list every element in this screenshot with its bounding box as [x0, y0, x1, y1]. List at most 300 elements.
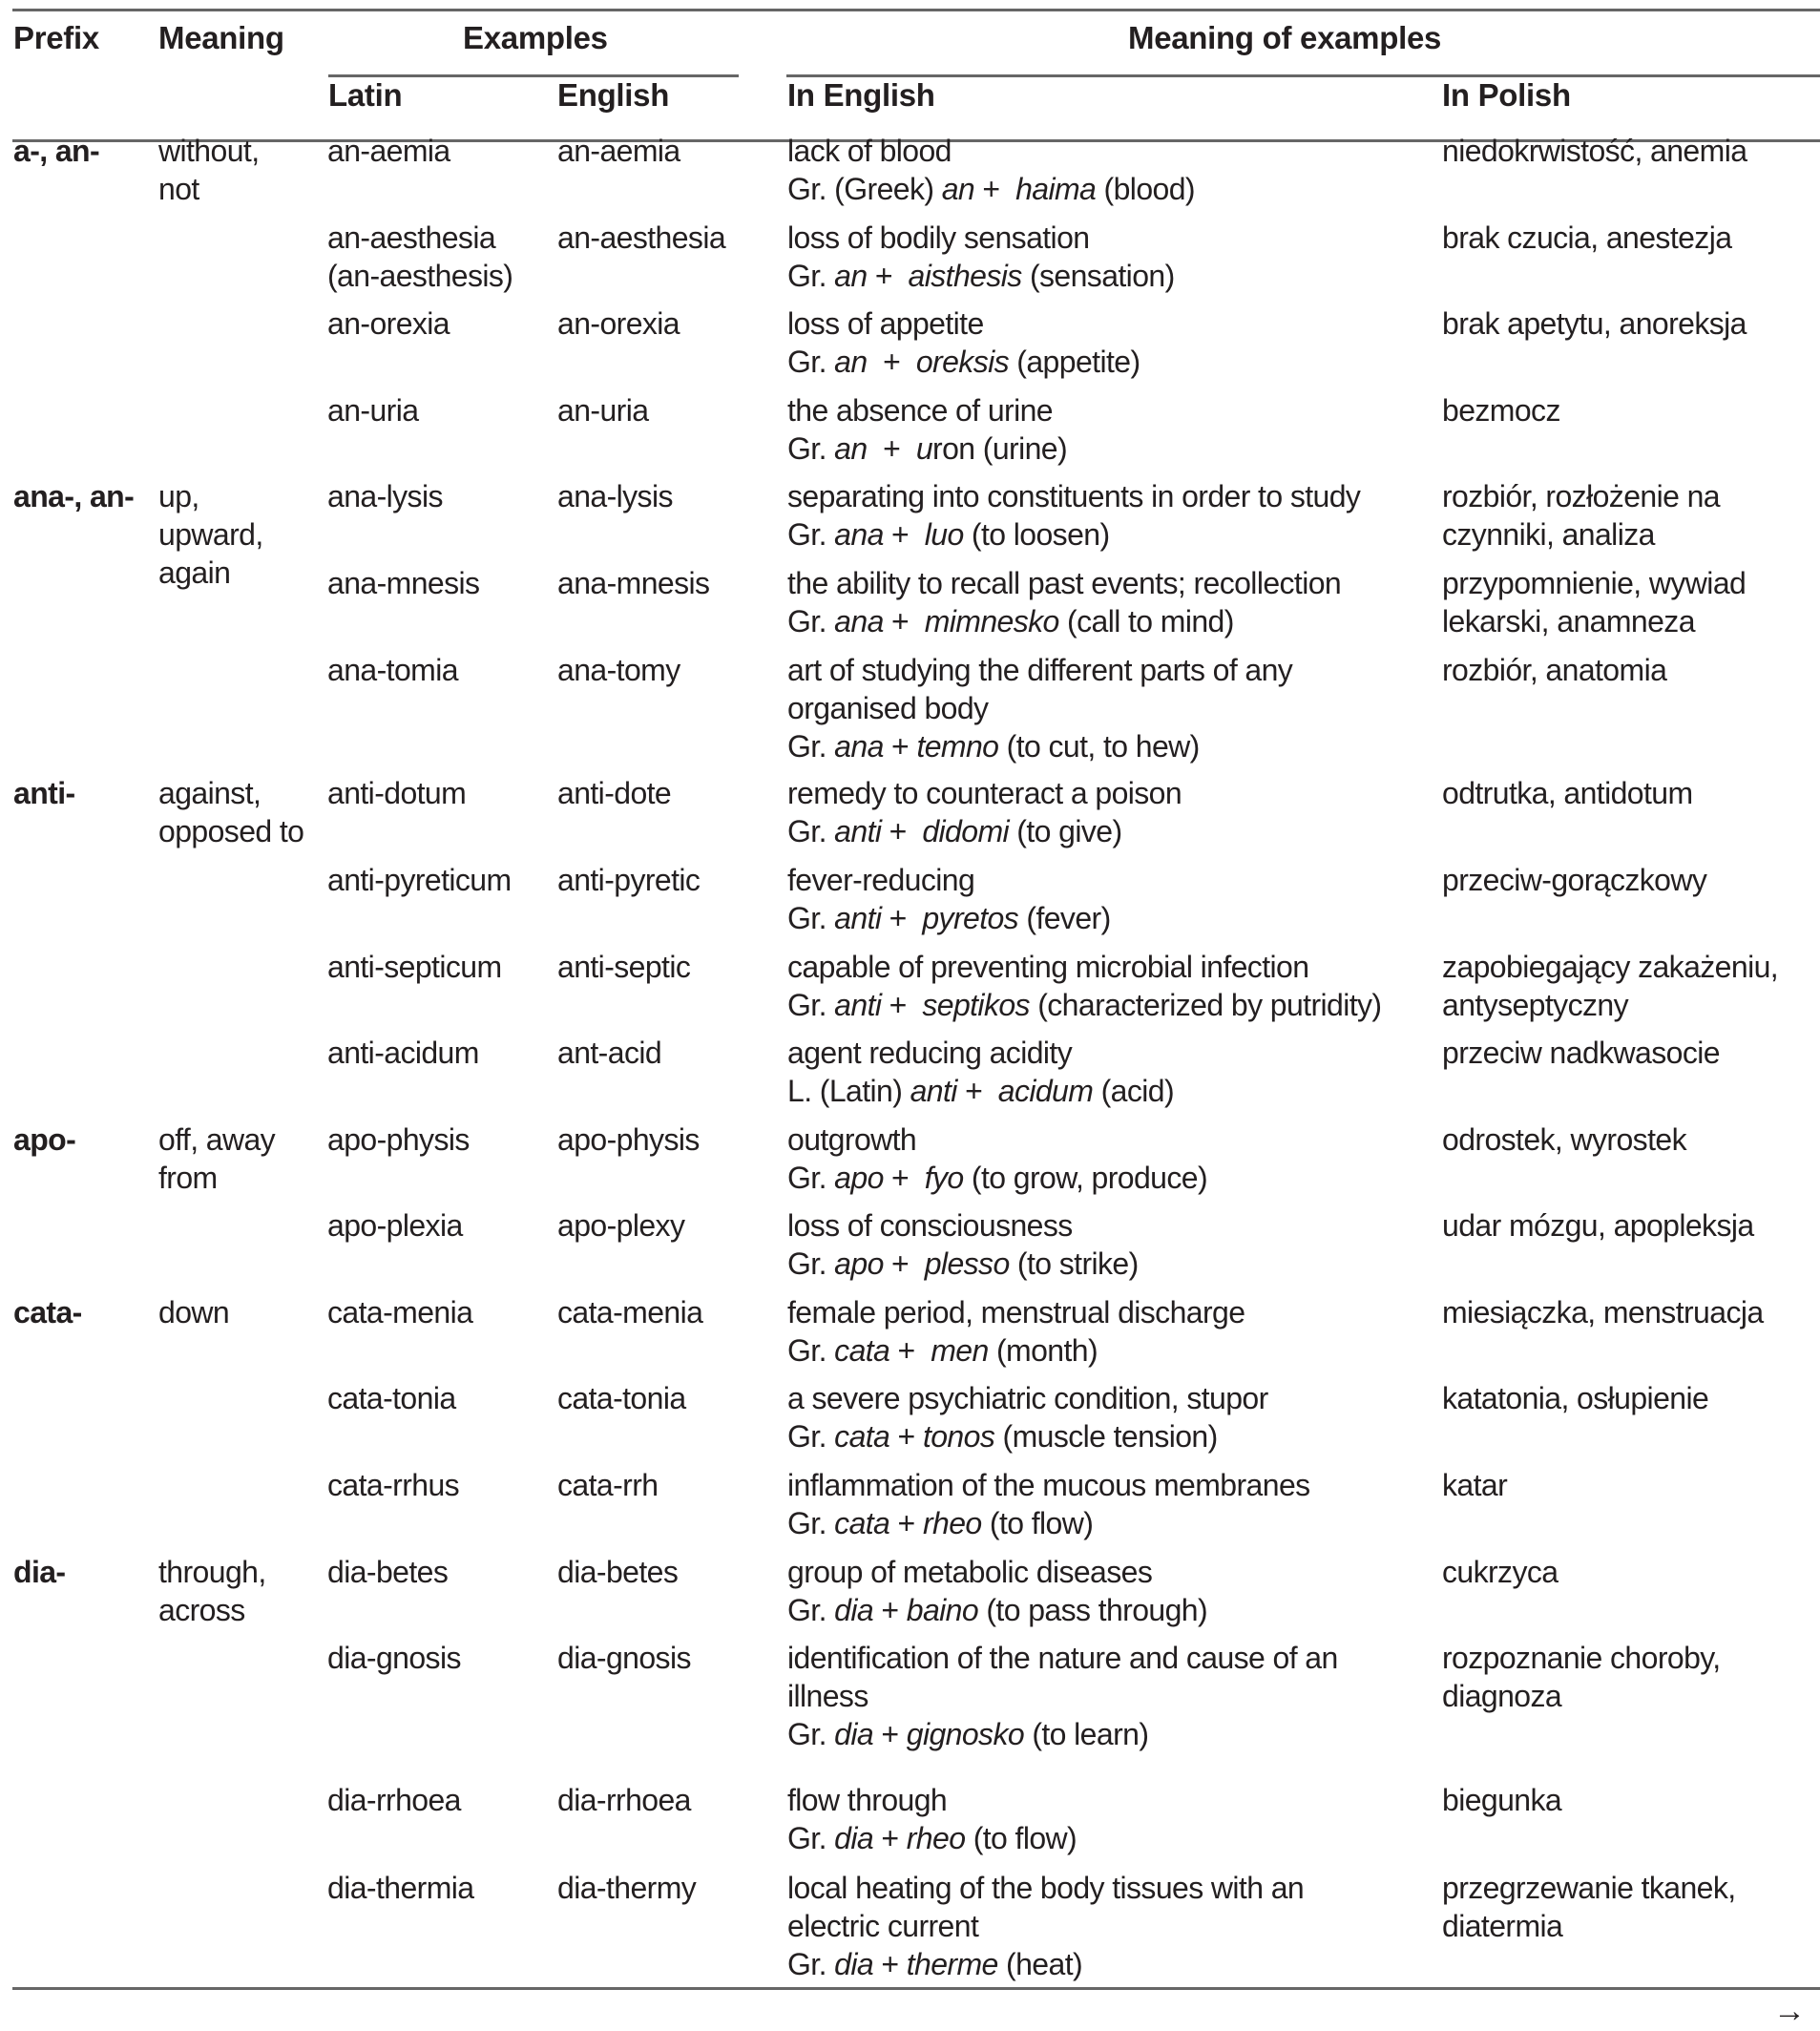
etymology-line	[787, 170, 1195, 208]
etymology-root-a: ana	[834, 517, 884, 552]
polish-line: rozpoznanie choroby,	[1442, 1641, 1721, 1675]
etymology-plus: +	[956, 1074, 998, 1108]
definition-cell	[787, 861, 1111, 937]
definition-cell	[787, 564, 1341, 640]
header-in-polish: In Polish	[1442, 77, 1571, 113]
meaning-line: against,	[158, 776, 261, 810]
etymology-root-a: cata	[834, 1506, 890, 1540]
definition-line: local heating of the body tissues with an	[787, 1871, 1305, 1905]
definition-line: outgrowth	[787, 1122, 917, 1157]
polish-line: niedokrwistość, anemia	[1442, 134, 1747, 168]
etymology-source: Gr.	[787, 259, 835, 293]
etymology-root-b: gignosko	[906, 1717, 1025, 1751]
etymology-plus: +	[974, 172, 1016, 206]
polish-line: rozbiór, rozłożenie na	[1442, 479, 1720, 513]
etymology-line	[787, 1945, 1304, 1983]
english-cell: cata-rrh	[557, 1468, 659, 1502]
etymology-plus: +	[873, 1717, 907, 1751]
etymology-plus: +	[881, 988, 923, 1022]
definition-line: flow through	[787, 1783, 948, 1817]
prefix-cell: ana-, an-	[13, 479, 135, 513]
definition-cell	[787, 1466, 1310, 1542]
latin-line: ana-tomia	[327, 653, 458, 687]
etymology-root-a: anti	[834, 814, 882, 848]
latin-cell	[327, 1120, 470, 1159]
polish-line: przypomnienie, wywiad	[1442, 566, 1747, 600]
header-english: English	[557, 77, 670, 113]
definition-line: separating into constituents in order to study	[787, 479, 1361, 513]
polish-cell	[1442, 861, 1706, 899]
polish-line: przegrzewanie tkanek,	[1442, 1871, 1736, 1905]
etymology-root-b: men	[931, 1333, 989, 1368]
etymology-plus: +	[867, 431, 916, 466]
definition-line: agent reducing acidity	[787, 1036, 1073, 1070]
polish-cell	[1442, 1553, 1558, 1591]
latin-line: (an-aesthesis)	[327, 259, 513, 293]
definition-line: loss of appetite	[787, 306, 984, 341]
english-cell: anti-pyretic	[557, 863, 701, 897]
meaning-of-examples-group-rule	[786, 74, 1820, 77]
etymology-root-a: apo	[834, 1161, 884, 1195]
etymology-source: Gr.	[787, 431, 835, 466]
etymology-source: Gr.	[787, 1506, 835, 1540]
etymology-line	[787, 1591, 1207, 1629]
etymology-line	[787, 1159, 1207, 1197]
etymology-root-a: ana	[834, 729, 884, 764]
header-examples: Examples	[463, 20, 608, 55]
latin-cell	[327, 219, 513, 295]
polish-line: bezmocz	[1442, 393, 1560, 428]
polish-line: brak czucia, anestezja	[1442, 220, 1732, 255]
polish-line: przeciw nadkwasocie	[1442, 1036, 1720, 1070]
etymology-root-b: acidum	[997, 1074, 1094, 1108]
etymology-line	[787, 429, 1067, 468]
definition-line: art of studying the different parts of any	[787, 653, 1293, 687]
meaning-line: up,	[158, 479, 199, 513]
polish-cell	[1442, 1639, 1721, 1715]
etymology-plus: +	[889, 1506, 923, 1540]
etymology-line	[787, 1417, 1268, 1455]
top-rule	[12, 9, 1820, 11]
etymology-gloss: (sensation)	[1021, 259, 1175, 293]
latin-line: cata-rrhus	[327, 1468, 460, 1502]
etymology-root-b: didomi	[922, 814, 1010, 848]
prefix-cell: a-, an-	[13, 134, 100, 168]
etymology-gloss: (acid)	[1093, 1074, 1175, 1108]
english-cell: cata-menia	[557, 1295, 703, 1330]
polish-cell	[1442, 774, 1693, 812]
polish-line: katar	[1442, 1468, 1508, 1502]
meaning-line: off, away	[158, 1122, 276, 1157]
etymology-line	[787, 257, 1175, 295]
meaning-line: from	[158, 1161, 218, 1195]
latin-cell	[327, 477, 443, 515]
etymology-line	[787, 1819, 1077, 1857]
polish-line: lekarski, anamneza	[1442, 604, 1695, 639]
etymology-root-b: baino	[906, 1593, 979, 1627]
etymology-source: Gr.	[787, 814, 835, 848]
etymology-plus: +	[883, 1246, 925, 1281]
polish-cell	[1442, 1379, 1708, 1417]
definition-cell	[787, 1639, 1338, 1753]
etymology-plus: +	[873, 1821, 907, 1855]
meaning-line: without,	[158, 134, 260, 168]
polish-line: cukrzyca	[1442, 1555, 1559, 1589]
polish-cell	[1442, 1466, 1507, 1504]
latin-line: an-aesthesia	[327, 220, 496, 255]
latin-cell	[327, 564, 479, 602]
latin-line: cata-menia	[327, 1295, 473, 1330]
etymology-gloss: (to strike)	[1009, 1246, 1139, 1281]
latin-cell	[327, 1781, 461, 1819]
etymology-line	[787, 1072, 1174, 1110]
meaning-cell	[158, 1553, 266, 1629]
etymology-gloss: (to flow)	[981, 1506, 1094, 1540]
etymology-gloss: (heat)	[997, 1947, 1083, 1981]
latin-cell	[327, 774, 466, 812]
latin-line: apo-physis	[327, 1122, 470, 1157]
etymology-root-b: haima	[1015, 172, 1097, 206]
header-meaning: Meaning	[158, 20, 284, 55]
polish-line: zapobiegający zakażeniu,	[1442, 950, 1779, 984]
etymology-gloss: (month)	[988, 1333, 1098, 1368]
latin-line: apo-plexia	[327, 1208, 463, 1243]
polish-line: czynniki, analiza	[1442, 517, 1655, 552]
etymology-root-b: plesso	[924, 1246, 1010, 1281]
latin-line: dia-thermia	[327, 1871, 474, 1905]
polish-cell	[1442, 1781, 1561, 1819]
etymology-line	[787, 602, 1341, 640]
english-cell: apo-physis	[557, 1122, 700, 1157]
etymology-plus: +	[873, 1947, 907, 1981]
etymology-source: Gr.	[787, 1593, 835, 1627]
polish-line: przeciw-gorączkowy	[1442, 863, 1707, 897]
etymology-root-a: ana	[834, 604, 884, 639]
polish-cell	[1442, 948, 1778, 1024]
etymology-root-a: dia	[834, 1821, 874, 1855]
meaning-line: across	[158, 1593, 245, 1627]
definition-line: capable of preventing microbial infection	[787, 950, 1309, 984]
meaning-cell	[158, 1120, 275, 1197]
definition-line: electric current	[787, 1909, 979, 1943]
etymology-gloss: (to learn)	[1024, 1717, 1149, 1751]
meaning-line: through,	[158, 1555, 266, 1589]
etymology-gloss: (to give)	[1009, 814, 1122, 848]
meaning-line: down	[158, 1295, 230, 1330]
definition-cell	[787, 132, 1195, 208]
english-cell: cata-tonia	[557, 1381, 686, 1415]
etymology-source: Gr.	[787, 1161, 835, 1195]
etymology-root-b: mimnesko	[924, 604, 1059, 639]
latin-line: dia-gnosis	[327, 1641, 461, 1675]
etymology-plus: +	[867, 345, 916, 379]
etymology-line	[787, 343, 1140, 381]
header-meaning-of-examples: Meaning of examples	[1128, 20, 1442, 55]
etymology-plus: +	[883, 729, 917, 764]
etymology-root-b: temno	[916, 729, 999, 764]
etymology-line	[787, 1504, 1310, 1542]
etymology-source: Gr.	[787, 729, 835, 764]
etymology-root-b: rheo	[922, 1506, 982, 1540]
table-bottom-rule	[12, 1987, 1820, 1990]
definition-cell	[787, 1781, 1077, 1857]
english-cell: ana-tomy	[557, 653, 680, 687]
polish-cell	[1442, 1869, 1736, 1945]
meaning-line: upward,	[158, 517, 263, 552]
prefix-cell: dia-	[13, 1555, 66, 1589]
latin-cell	[327, 948, 502, 986]
english-cell: anti-dote	[557, 776, 672, 810]
etymology-source: Gr.	[787, 1246, 835, 1281]
etymology-gloss: (call to mind)	[1058, 604, 1234, 639]
etymology-root-a: an	[834, 431, 868, 466]
polish-line: udar mózgu, apopleksja	[1442, 1208, 1754, 1243]
polish-line: rozbiór, anatomia	[1442, 653, 1667, 687]
definition-cell	[787, 477, 1360, 554]
etymology-source: Gr.	[787, 988, 835, 1022]
latin-cell	[327, 1206, 463, 1245]
etymology-source: Gr.	[787, 1947, 835, 1981]
definition-line: loss of consciousness	[787, 1208, 1073, 1243]
definition-cell	[787, 1120, 1207, 1197]
etymology-gloss: (characterized by putridity)	[1029, 988, 1382, 1022]
definition-line: remedy to counteract a poison	[787, 776, 1182, 810]
etymology-gloss: (to grow, produce)	[963, 1161, 1208, 1195]
polish-line: odrostek, wyrostek	[1442, 1122, 1686, 1157]
definition-cell	[787, 1206, 1139, 1283]
etymology-gloss: (fever)	[1018, 901, 1111, 935]
etymology-root-b: pyretos	[922, 901, 1019, 935]
polish-cell	[1442, 1293, 1764, 1331]
meaning-cell	[158, 774, 303, 850]
prefix-cell: cata-	[13, 1295, 82, 1330]
latin-line: an-orexia	[327, 306, 450, 341]
definition-line: inflammation of the mucous membranes	[787, 1468, 1310, 1502]
definition-line: group of metabolic diseases	[787, 1555, 1153, 1589]
etymology-root-a: an	[834, 259, 868, 293]
latin-cell	[327, 132, 450, 170]
english-cell: dia-thermy	[557, 1871, 697, 1905]
etymology-source: Gr.	[787, 1419, 835, 1454]
definition-line: organised body	[787, 691, 989, 725]
etymology-root-b: oreksis	[915, 345, 1010, 379]
etymology-source: Gr.	[787, 345, 835, 379]
etymology-line	[787, 1331, 1245, 1370]
polish-cell	[1442, 477, 1720, 554]
etymology-gloss: (to flow)	[965, 1821, 1077, 1855]
etymology-root-a: dia	[834, 1593, 874, 1627]
definition-cell	[787, 1553, 1207, 1629]
definition-cell	[787, 1293, 1245, 1370]
header-prefix: Prefix	[13, 20, 99, 55]
latin-cell	[327, 1379, 456, 1417]
header-in-english: In English	[787, 77, 935, 113]
etymology-gloss: (to cut, to hew)	[998, 729, 1200, 764]
polish-cell	[1442, 304, 1747, 343]
meaning-line: not	[158, 172, 199, 206]
polish-cell	[1442, 391, 1560, 429]
etymology-root-a: cata	[834, 1333, 890, 1368]
prefix-cell: anti-	[13, 776, 75, 810]
etymology-line	[787, 812, 1182, 850]
english-cell: an-aesthesia	[557, 220, 726, 255]
etymology-root-a: dia	[834, 1717, 874, 1751]
polish-cell	[1442, 219, 1731, 257]
latin-line: an-aemia	[327, 134, 450, 168]
meaning-cell	[158, 1293, 229, 1331]
polish-cell	[1442, 564, 1746, 640]
latin-cell	[327, 1869, 473, 1907]
etymology-plus: +	[883, 1161, 925, 1195]
definition-line: the ability to recall past events; recollection	[787, 566, 1342, 600]
english-cell: ant-acid	[557, 1036, 662, 1070]
latin-line: anti-acidum	[327, 1036, 479, 1070]
polish-line: antyseptyczny	[1442, 988, 1628, 1022]
etymology-line	[787, 899, 1111, 937]
definition-line: lack of blood	[787, 134, 952, 168]
definition-cell	[787, 1034, 1174, 1110]
etymology-source: Gr.	[787, 1717, 835, 1751]
etymology-gloss: (muscle tension)	[994, 1419, 1218, 1454]
etymology-gloss: ron (urine)	[932, 431, 1068, 466]
polish-line: diatermia	[1442, 1909, 1563, 1943]
etymology-gloss: (appetite)	[1009, 345, 1140, 379]
etymology-root-b: u	[915, 431, 933, 466]
latin-cell	[327, 861, 512, 899]
polish-cell	[1442, 1034, 1720, 1072]
definition-line: a severe psychiatric condition, stupor	[787, 1381, 1268, 1415]
latin-line: anti-pyreticum	[327, 863, 512, 897]
latin-line: dia-betes	[327, 1555, 449, 1589]
etymology-plus: +	[867, 259, 909, 293]
polish-line: miesiączka, menstruacja	[1442, 1295, 1764, 1330]
definition-cell	[787, 651, 1292, 765]
definition-cell	[787, 1379, 1268, 1455]
prefix-cell: apo-	[13, 1122, 76, 1157]
etymology-root-a: cata	[834, 1419, 890, 1454]
english-cell: apo-plexy	[557, 1208, 685, 1243]
header-latin: Latin	[328, 77, 403, 113]
etymology-root-a: anti	[834, 988, 882, 1022]
latin-line: ana-mnesis	[327, 566, 480, 600]
etymology-line	[787, 986, 1381, 1024]
meaning-line: opposed to	[158, 814, 304, 848]
etymology-plus: +	[889, 1419, 923, 1454]
etymology-line	[787, 1715, 1338, 1753]
etymology-line	[787, 1245, 1139, 1283]
polish-cell	[1442, 1206, 1754, 1245]
etymology-root-a: an	[834, 345, 868, 379]
english-cell: an-orexia	[557, 306, 680, 341]
definition-cell	[787, 1869, 1304, 1983]
definition-line: fever-reducing	[787, 863, 975, 897]
latin-line: an-uria	[327, 393, 419, 428]
latin-line: anti-dotum	[327, 776, 467, 810]
polish-line: odtrutka, antidotum	[1442, 776, 1693, 810]
etymology-root-a: an	[941, 172, 975, 206]
definition-cell	[787, 774, 1182, 850]
etymology-root-b: aisthesis	[908, 259, 1022, 293]
etymology-source: Gr.	[787, 1333, 835, 1368]
english-cell: an-aemia	[557, 134, 680, 168]
english-cell: ana-mnesis	[557, 566, 710, 600]
polish-cell	[1442, 651, 1666, 689]
definition-line: the absence of urine	[787, 393, 1053, 428]
etymology-plus: +	[881, 814, 923, 848]
polish-line: brak apetytu, anoreksja	[1442, 306, 1747, 341]
etymology-source: L. (Latin)	[787, 1074, 910, 1108]
etymology-source: Gr.	[787, 517, 835, 552]
etymology-line	[787, 515, 1360, 554]
etymology-source: Gr.	[787, 1821, 835, 1855]
meaning-cell	[158, 477, 263, 592]
latin-cell	[327, 1553, 448, 1591]
english-cell: ana-lysis	[557, 479, 673, 513]
definition-cell	[787, 391, 1067, 468]
polish-line: biegunka	[1442, 1783, 1562, 1817]
latin-line: cata-tonia	[327, 1381, 456, 1415]
english-cell: dia-rrhoea	[557, 1783, 691, 1817]
english-cell: dia-betes	[557, 1555, 679, 1589]
continuation-arrow-icon: →	[1773, 1993, 1806, 2029]
english-cell: anti-septic	[557, 950, 691, 984]
etymology-plus: +	[883, 604, 925, 639]
etymology-root-a: anti	[834, 901, 882, 935]
etymology-plus: +	[873, 1593, 907, 1627]
latin-cell	[327, 1639, 461, 1677]
meaning-cell	[158, 132, 259, 208]
latin-cell	[327, 1466, 459, 1504]
etymology-root-b: fyo	[924, 1161, 964, 1195]
english-cell: an-uria	[557, 393, 649, 428]
definition-line: loss of bodily sensation	[787, 220, 1090, 255]
english-cell: dia-gnosis	[557, 1641, 691, 1675]
etymology-root-a: dia	[834, 1947, 874, 1981]
etymology-root-a: apo	[834, 1246, 884, 1281]
etymology-plus: +	[883, 517, 925, 552]
latin-cell	[327, 1034, 479, 1072]
latin-cell	[327, 651, 458, 689]
etymology-gloss: (to loosen)	[963, 517, 1110, 552]
polish-cell	[1442, 1120, 1686, 1159]
etymology-root-b: tonos	[922, 1419, 995, 1454]
latin-cell	[327, 391, 418, 429]
definition-line: female period, menstrual discharge	[787, 1295, 1245, 1330]
definition-line: illness	[787, 1679, 868, 1713]
latin-line: dia-rrhoea	[327, 1783, 461, 1817]
polish-cell	[1442, 132, 1747, 170]
etymology-plus: +	[881, 901, 923, 935]
etymology-source: Gr.	[787, 604, 835, 639]
definition-line: identification of the nature and cause of an	[787, 1641, 1338, 1675]
etymology-plus: +	[889, 1333, 931, 1368]
etymology-root-b: luo	[924, 517, 964, 552]
polish-line: katatonia, osłupienie	[1442, 1381, 1709, 1415]
definition-cell	[787, 219, 1175, 295]
definition-cell	[787, 948, 1381, 1024]
latin-line: ana-lysis	[327, 479, 443, 513]
etymology-source: Gr. (Greek)	[787, 172, 942, 206]
meaning-line: again	[158, 555, 231, 590]
etymology-root-b: septikos	[922, 988, 1030, 1022]
latin-line: anti-septicum	[327, 950, 502, 984]
definition-cell	[787, 304, 1140, 381]
etymology-line	[787, 727, 1292, 765]
etymology-gloss: (blood)	[1096, 172, 1195, 206]
polish-line: diagnoza	[1442, 1679, 1562, 1713]
etymology-source: Gr.	[787, 901, 835, 935]
etymology-root-b: rheo	[906, 1821, 966, 1855]
